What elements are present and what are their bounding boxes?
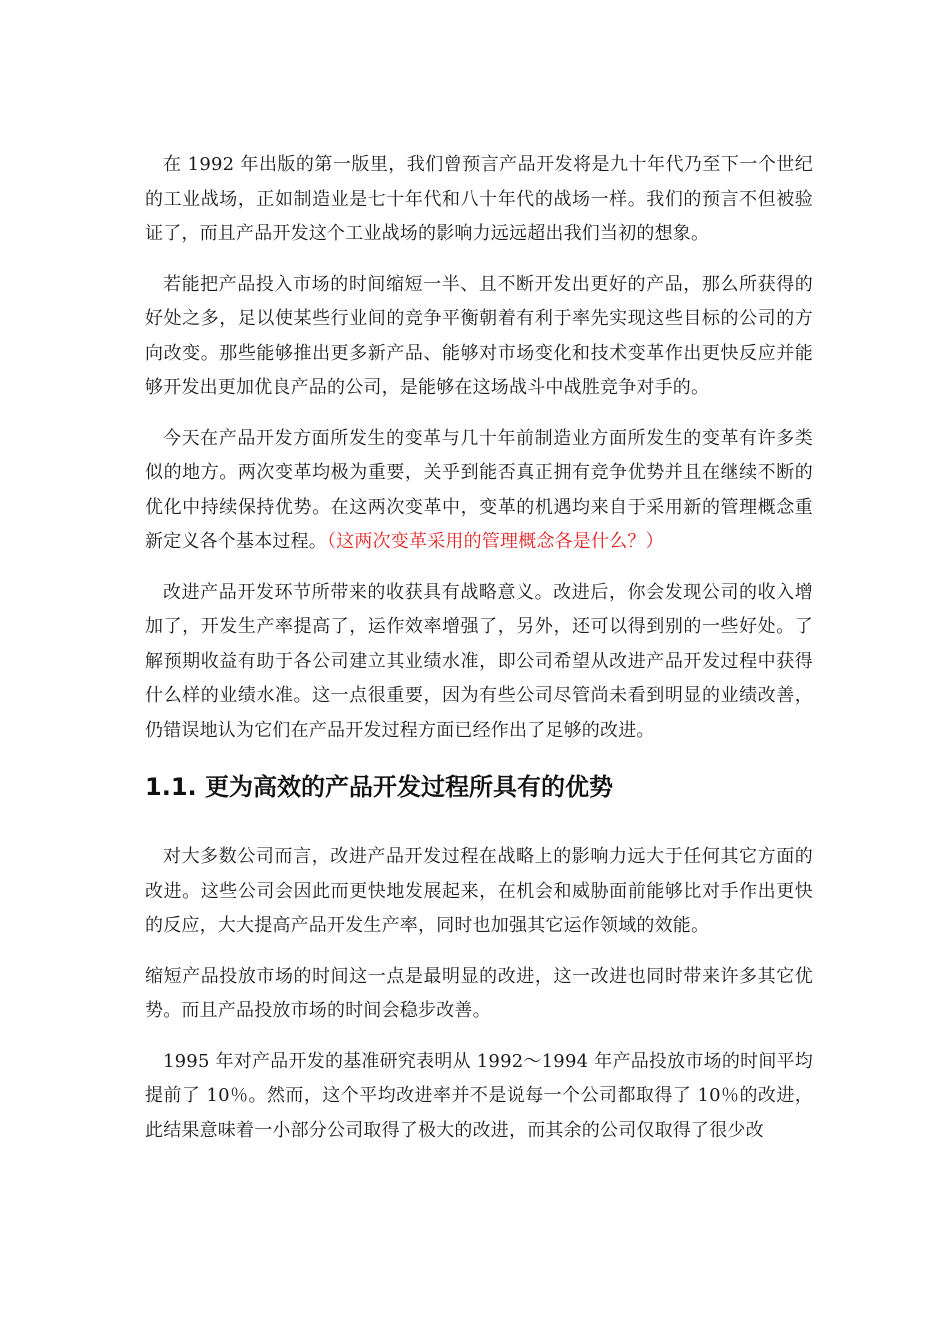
paragraph-text: 缩短产品投放市场的时间这一点是最明显的改进，这一改进也同时带来许多其它优势。而且产品投放市场的时间会稳步改善。	[145, 965, 813, 1021]
paragraph-text: 今天在产品开发方面所发生的变革与几十年前制造业方面所发生的变革有许多类似的地方。两次变革均极为重要，关乎到能否真正拥有竞争优势并且在继续不断的优化中持续保持优势。在这两次变革中，变革的机遇均来自于采用新的管理概念重新定义各个基本过程。	[145, 427, 813, 552]
paragraph-benchmark-study	[145, 1045, 813, 1149]
paragraph-revolution	[145, 422, 813, 560]
annotation-note: （这两次变革采用的管理概念各是什么？）	[327, 531, 664, 552]
document-body	[145, 148, 813, 1164]
paragraph-strategic-gains	[145, 576, 813, 749]
paragraph-text: 对大多数公司而言，改进产品开发过程在战略上的影响力远大于任何其它方面的改进。这些公司会因此而更快地发展起来，在机会和威胁面前能够比对手作出更快的反应，大大提高产品开发生产率，同时也加强其它运作领域的效能。	[145, 846, 813, 936]
paragraph-shorter-cycle	[145, 960, 813, 1029]
paragraph-first-edition	[145, 148, 813, 252]
paragraph-text: 1995 年对产品开发的基准研究表明从 1992～1994 年产品投放市场的时间平均提前了 10％。然而，这个平均改进率并不是说每一个公司都取得了 10％的改进，此结果意味着一小部分公司取得了极大的改进，而其余的公司仅取得了很少改	[145, 1050, 813, 1141]
paragraph-text: 若能把产品投入市场的时间缩短一半、且不断开发出更好的产品，那么所获得的好处之多，足以使某些行业间的竞争平衡朝着有利于率先实现这些目标的公司的方向改变。那些能够推出更多新产品、能够对市场变化和技术变革作出更快反应并能够开发出更加优良产品的公司，是能够在这场战斗中战胜竞争对手的。	[145, 273, 813, 398]
paragraph-strategic-impact	[145, 840, 813, 944]
paragraph-text: 在 1992 年出版的第一版里，我们曾预言产品开发将是九十年代乃至下一个世纪的工业战场，正如制造业是七十年代和八十年代的战场一样。我们的预言不但被验证了，而且产品开发这个工业战场的影响力远远超出我们当初的想象。	[145, 154, 813, 244]
paragraph-text: 改进产品开发环节所带来的收获具有战略意义。改进后，你会发现公司的收入增加了，开发生产率提高了，运作效率增强了，另外，还可以得到别的一些好处。了解预期收益有助于各公司建立其业绩水准，即公司希望从改进产品开发过程中获得什么样的业绩水准。这一点很重要，因为有些公司尽管尚未看到明显的业绩改善，仍错误地认为它们在产品开发过程方面已经作出了足够的改进。	[145, 581, 813, 741]
paragraph-time-to-market	[145, 268, 813, 406]
section-heading: 1.1. 更为高效的产品开发过程所具有的优势	[145, 773, 613, 801]
